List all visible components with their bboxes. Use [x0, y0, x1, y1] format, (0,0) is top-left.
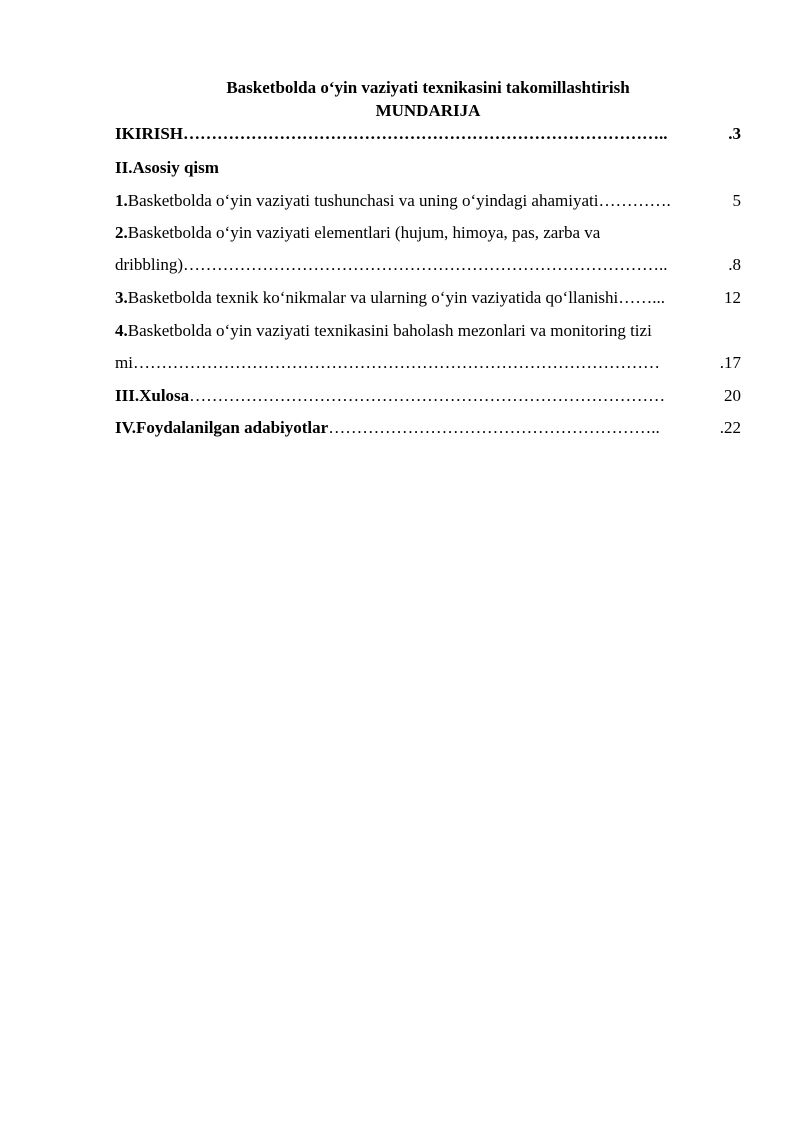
toc-entry-label: IKIRISH [115, 124, 184, 143]
toc-entry-introduction [115, 123, 741, 145]
toc-leader-dots: …………. [598, 191, 671, 210]
toc-leader-dots: ………………………………………………………………………….. [183, 124, 668, 143]
toc-entry-label: Basketbolda o‘yin vaziyati tushunchasi va uning o‘yindagi ahamiyati [127, 191, 599, 210]
toc-entry-label: IV.Foydalanilgan adabiyotlar [115, 418, 329, 437]
toc-entry-2-line-2 [115, 254, 741, 276]
toc-entry-number: 2. [115, 223, 128, 242]
toc-entry-label-continued: mi [115, 353, 133, 372]
toc-entry-label-continued: dribbling) [115, 255, 183, 274]
toc-leader-dots: ………………………………………………………………………….. [183, 255, 668, 274]
toc-leader-dots: ………………………………………………………………………………… [132, 353, 660, 372]
toc-page-number: .17 [719, 353, 741, 372]
toc-entry-1 [115, 190, 741, 212]
toc-entry-label: Basketbolda texnik ko‘nikmalar va ularning o‘yin vaziyatida qo‘llanishi [127, 288, 619, 307]
toc-entry-number: 4. [115, 321, 128, 340]
toc-page-number: .3 [728, 124, 741, 143]
toc-entry-3 [115, 287, 741, 309]
toc-section-label: II.Asosiy qism [115, 158, 219, 177]
toc-entry-label: Basketbolda o‘yin vaziyati elementlari (hujum, himoya, pas, zarba va [127, 223, 601, 242]
toc-entry-2-line-1 [115, 222, 741, 244]
toc-entry-label: Basketbolda o‘yin vaziyati texnikasini baholash mezonlari va monitoring tizi [127, 321, 652, 340]
document-title: Basketbolda o‘yin vaziyati texnikasini takomillashtirish [226, 78, 630, 97]
toc-entry-text [115, 287, 618, 309]
toc-page-number: 12 [724, 288, 741, 307]
toc-page-number: 5 [732, 191, 741, 210]
toc-page-number: .22 [719, 418, 741, 437]
toc-entry-number: 3. [115, 288, 128, 307]
toc-entry-text [115, 190, 598, 212]
toc-entry-conclusion [115, 385, 741, 407]
toc-leader-dots: ………………………………………………………………………… [189, 386, 666, 405]
toc-entry-references [115, 417, 741, 439]
toc-heading: MUNDARIJA [375, 101, 481, 120]
toc-entry-4-line-2 [115, 352, 741, 374]
toc-page-number: 20 [724, 386, 741, 405]
toc-entry-label: III.Xulosa [115, 386, 190, 405]
toc-section-main [115, 157, 741, 179]
toc-leader-dots: ……... [618, 288, 666, 307]
toc-entry-4-line-1 [115, 320, 741, 342]
toc-page-number: .8 [728, 255, 741, 274]
toc-leader-dots: ………………………………………………….. [328, 418, 660, 437]
toc-entry-number: 1. [115, 191, 128, 210]
